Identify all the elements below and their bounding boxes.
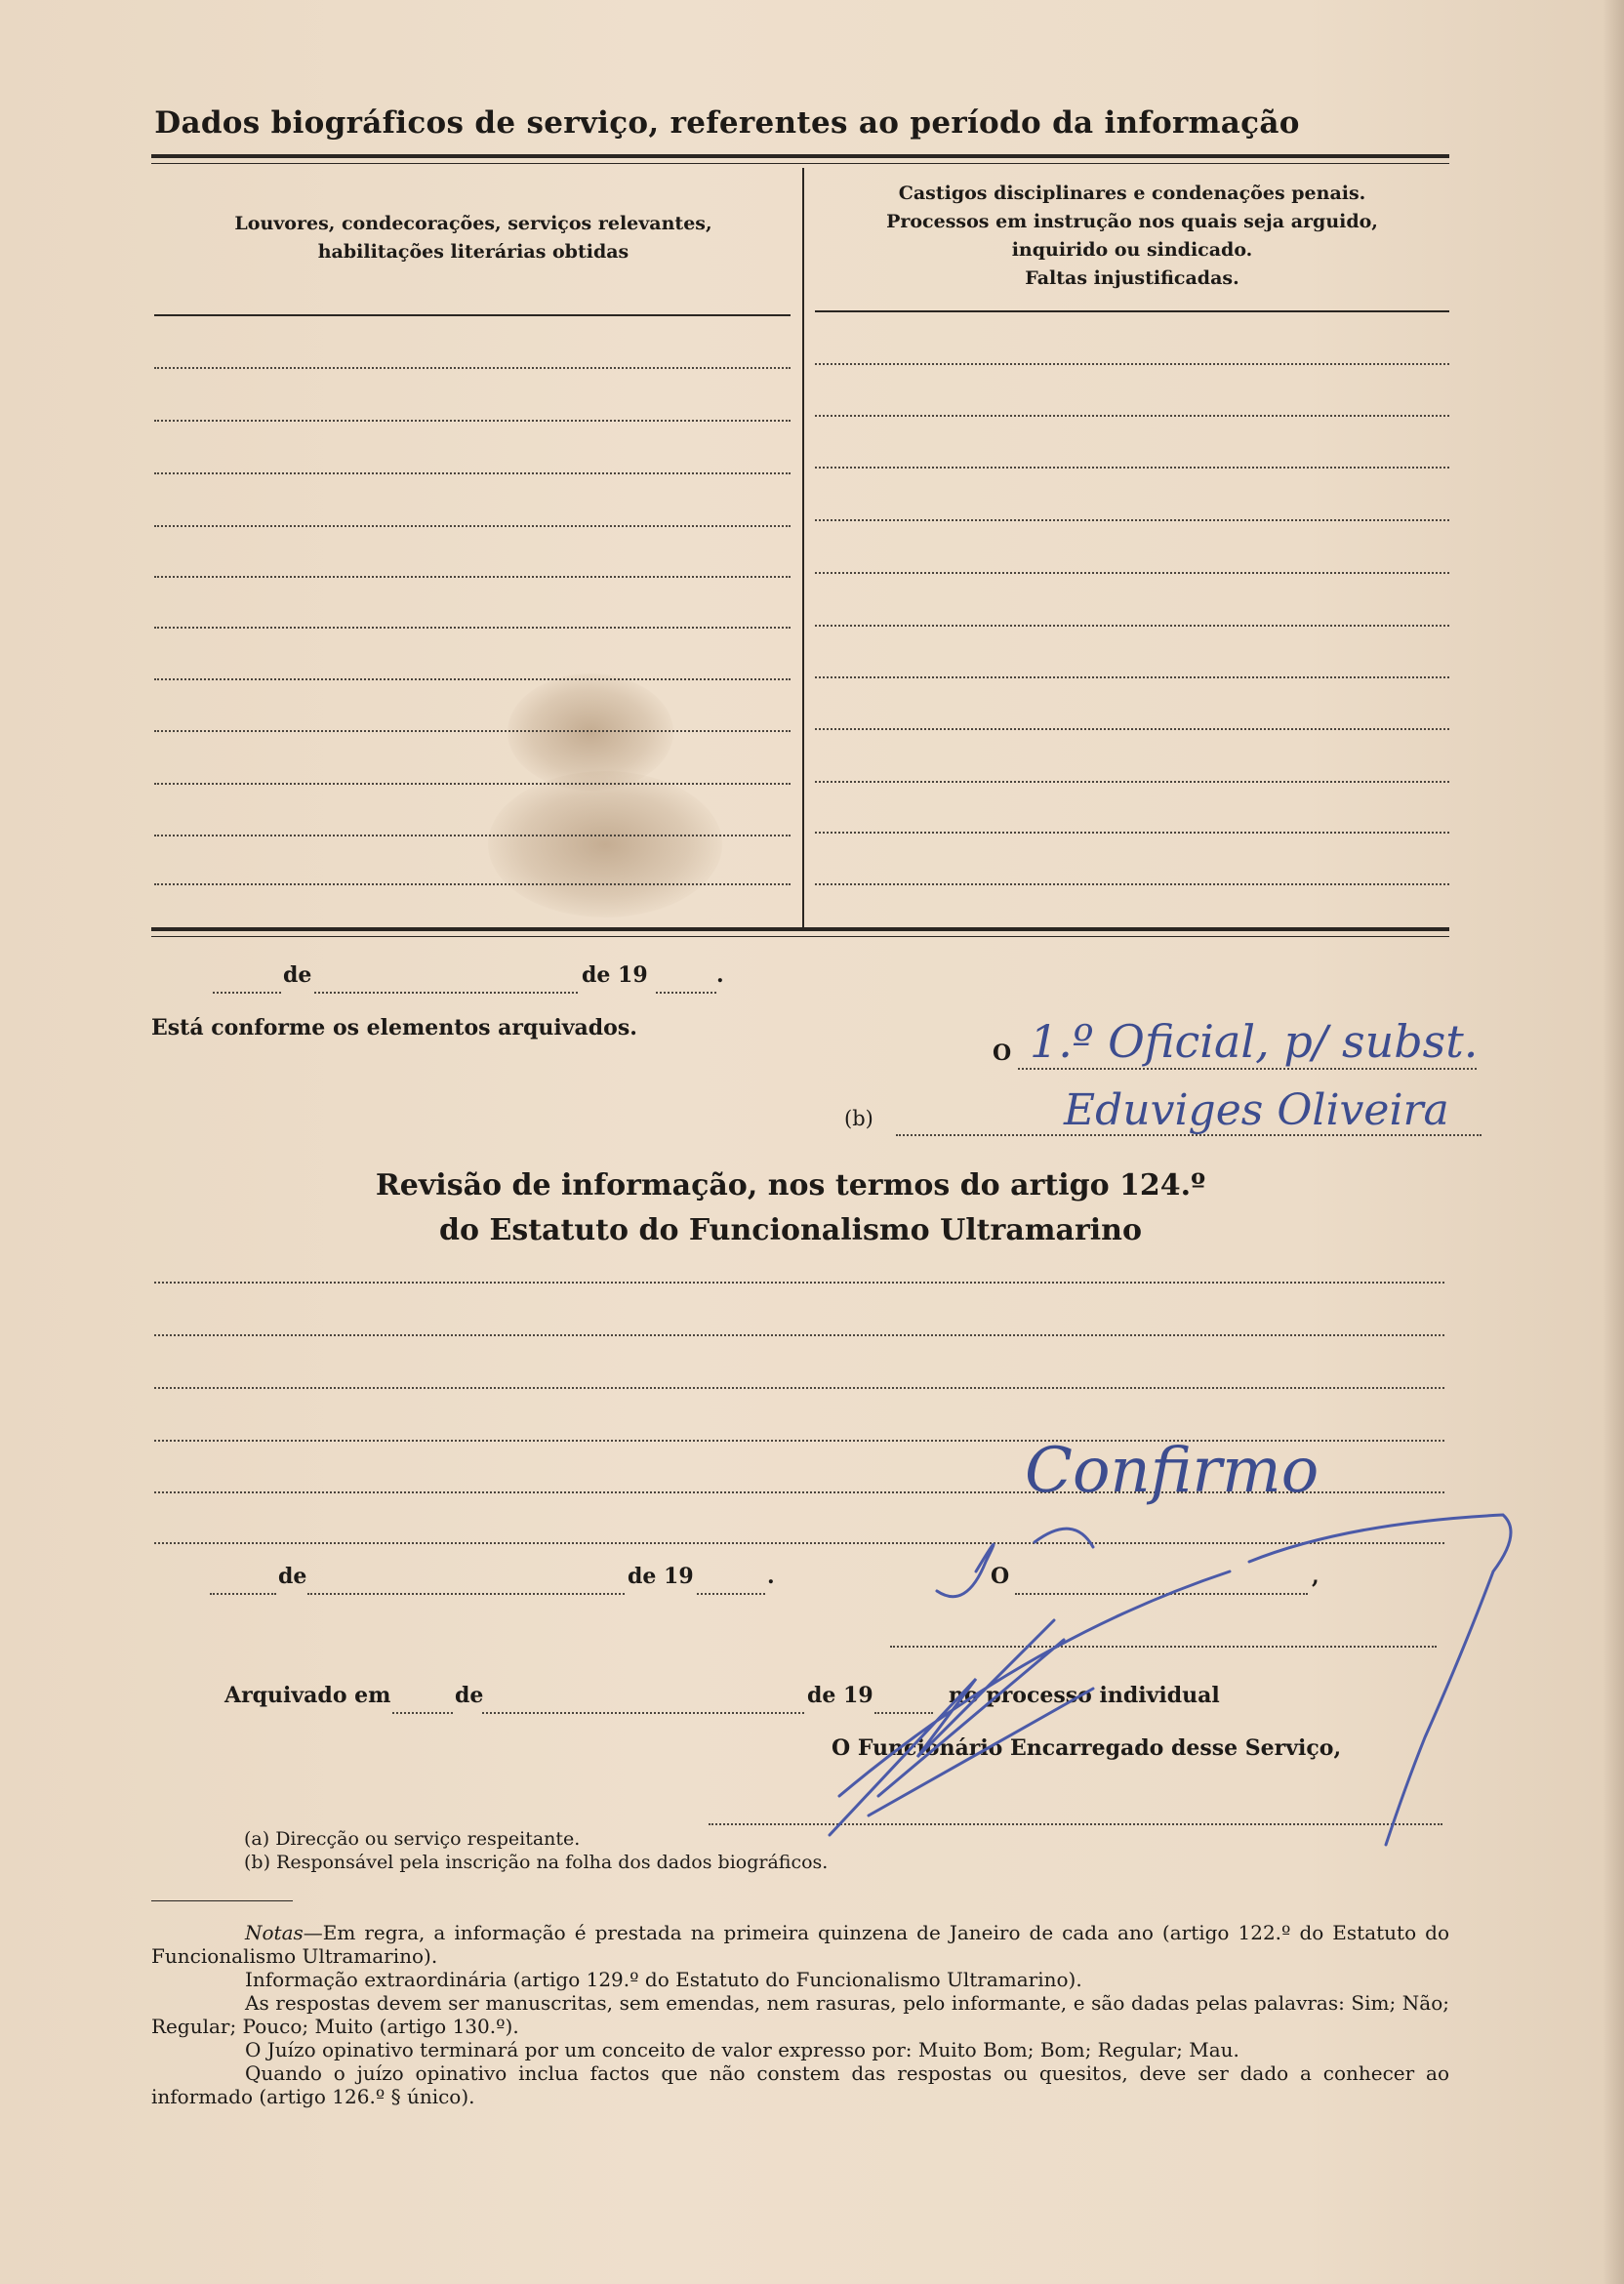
entry-line-right [815,572,1449,574]
entry-line-right [815,883,1449,885]
b-label: (b) [844,1107,873,1130]
entry-line-left [154,678,791,680]
entry-line-left [154,835,791,836]
revision-heading-line: Revisão de informação, nos termos do artigo 124.º [375,1168,1206,1203]
notes-block [151,1921,1449,2108]
handwritten-name: Eduviges Oliveira [1064,1085,1449,1135]
column-divider [802,168,804,929]
date-end: . [716,962,724,988]
entry-line-left [154,367,791,369]
entry-line-left [154,883,791,885]
note-5: Quando o juízo opinativo inclua factos que não constem das respostas ou quesitos, deve ser dado a conhecer ao informado (artigo 126.º § único). [151,2061,1449,2108]
entry-line-right [815,728,1449,730]
note-1 [151,1921,1449,1968]
date2-end: . [767,1564,775,1589]
header-rule-right [815,310,1449,312]
notes-lead: Notas [245,1921,304,1944]
entry-line-left [154,525,791,527]
entry-line-right [815,467,1449,469]
top-rule [151,154,1449,158]
date-year-field [656,992,716,994]
o-label: O [993,1040,1012,1066]
revision-line [154,1334,1444,1336]
note-3: As respostas devem ser manuscritas, sem emendas, nem rasuras, pelo informante, e são dadas pelas palavras: Sim; Não; Regular; Pouco; Muito (artigo 130.º). [151,1991,1449,2038]
entry-line-left [154,730,791,732]
date2-month-field [307,1593,625,1595]
entry-line-right [815,415,1449,417]
arquivado-de-label: de [455,1683,484,1708]
date2-o-label: O [991,1564,1010,1589]
date-year-label: de 19 [582,962,648,988]
conforme-statement: Está conforme os elementos arquivados. [151,1015,637,1040]
funcionario-label: O Funcionário Encarregado desse Serviço, [832,1735,1342,1761]
date2-year-label: de 19 [628,1564,694,1589]
left-header-line: habilitações literárias obtidas [317,241,629,263]
handwritten-official-title: 1.º Oficial, p/ subst. [1030,1015,1479,1068]
footnote-b: (b) Responsável pela inscrição na folha dos dados biográficos. [244,1852,829,1873]
page-title: Dados biográficos de serviço, referentes ao período da informação [154,105,1300,141]
entry-line-right [815,519,1449,521]
revision-heading-line: do Estatuto do Funcionalismo Ultramarino [439,1213,1142,1247]
note-2: Informação extraordinária (artigo 129.º do Estatuto do Funcionalismo Ultramarino). [245,1968,1082,1991]
arquivado-process: no processo individual [949,1683,1220,1708]
arquivado-label: Arquivado em [224,1683,391,1708]
entry-line-right [815,363,1449,365]
official-field [1018,1068,1477,1070]
stain [488,771,722,918]
entry-line-right [815,781,1449,783]
footnote-a: (a) Direcção ou serviço respeitante. [244,1828,581,1850]
handwritten-confirmo: Confirmo [1025,1435,1320,1507]
date2-day-field [210,1593,276,1595]
right-header-line: Faltas injustificadas. [1025,267,1239,289]
header-rule-left [154,314,791,316]
right-column-header [815,180,1449,293]
entry-line-right [815,832,1449,834]
arquivado-day-field [392,1712,453,1714]
entry-line-right [815,625,1449,627]
revision-heading [351,1163,1230,1253]
entry-line-left [154,472,791,474]
notes-separator [151,1900,293,1901]
entry-line-left [154,420,791,422]
arquivado-year-label: de 19 [807,1683,873,1708]
entry-line-left [154,783,791,785]
left-header-line: Louvores, condecorações, serviços relevantes, [234,213,712,234]
date2-comma: , [1312,1564,1320,1589]
revision-line [154,1282,1444,1284]
revision-line [154,1387,1444,1389]
right-header-line: Castigos disciplinares e condenações penais. [898,183,1366,204]
left-column-header [156,210,791,266]
signature-scribble [683,1503,1542,1855]
table-bottom-rule [151,927,1449,931]
right-header-line: inquirido ou sindicado. [1011,239,1253,261]
date-de-label: de [283,962,312,988]
note-4: O Juízo opinativo terminará por um conceito de valor expresso por: Muito Bom; Bom; Regular; Mau. [245,2038,1239,2061]
date2-de-label: de [278,1564,307,1589]
top-rule-thin [151,163,1449,164]
table-bottom-rule-thin [151,936,1449,937]
entry-line-left [154,576,791,578]
entry-line-left [154,627,791,629]
date-day-field [213,992,281,994]
right-header-line: Processos em instrução nos quais seja arguido, [886,211,1378,232]
note-1-text: —Em regra, a informação é prestada na primeira quinzena de Janeiro de cada ano (artigo 122.º do Estatuto do Funcionalismo Ultramarino). [151,1921,1449,1968]
date-month-field [314,992,578,994]
entry-line-right [815,676,1449,678]
